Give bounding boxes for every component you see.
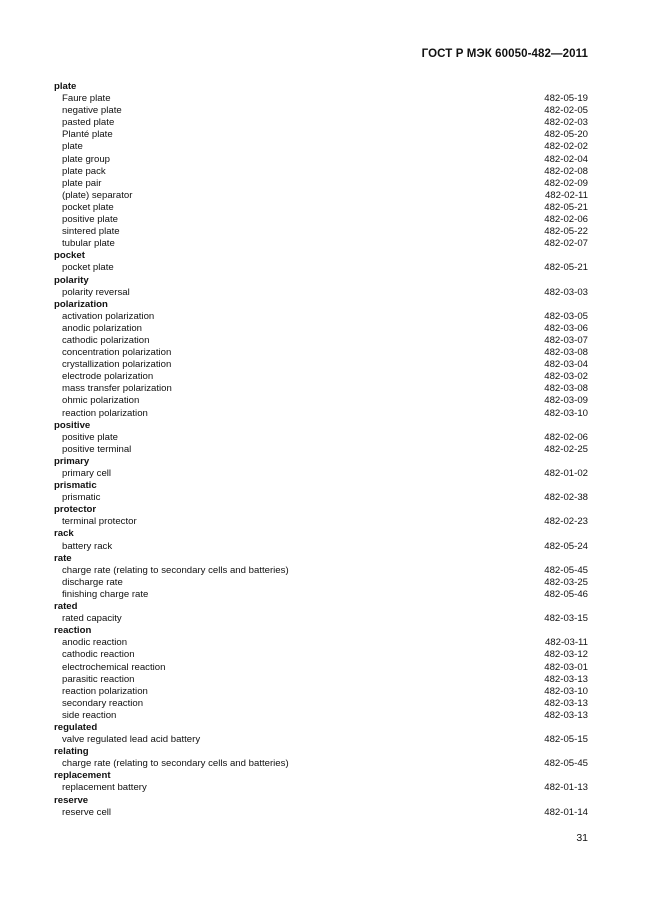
entry-term: discharge rate [62, 576, 123, 588]
entry-code: 482-03-01 [544, 661, 588, 673]
index-entry [54, 541, 588, 553]
entry-code: 482-02-23 [544, 516, 588, 528]
index-group-heading: prismatic [54, 480, 97, 492]
entry-code: 482-03-09 [544, 395, 588, 407]
index-entry [54, 93, 588, 105]
entry-term: polarity reversal [62, 286, 130, 298]
entry-term: (plate) separator [62, 189, 133, 201]
entry-term: reserve cell [62, 806, 112, 818]
index-entry [54, 444, 588, 456]
index-group-heading: pocket [54, 250, 85, 262]
entry-term: electrode polarization [62, 371, 154, 383]
entry-code: 482-02-07 [544, 238, 588, 250]
entry-term: anodic polarization [62, 322, 143, 334]
entry-term: rated capacity [62, 613, 122, 625]
entry-code: 482-03-07 [544, 334, 588, 346]
entry-code: 482-03-25 [544, 576, 588, 588]
entry-term: positive plate [62, 431, 118, 443]
entry-term: Planté plate [62, 129, 113, 141]
entry-term: valve regulated lead acid battery [62, 734, 201, 746]
entry-term: battery rack [62, 540, 113, 552]
page-number: 31 [576, 832, 588, 844]
entry-code: 482-03-08 [544, 347, 588, 359]
entry-code: 482-05-45 [544, 758, 588, 770]
index-entry [54, 674, 588, 686]
index-entry [54, 141, 588, 153]
index-entry [54, 287, 588, 299]
entry-term: Faure plate [62, 93, 111, 105]
entry-term: plate [62, 141, 83, 153]
index-entry [54, 710, 588, 722]
index-entry [54, 734, 588, 746]
terms-index [54, 81, 588, 819]
index-entry [54, 637, 588, 649]
index-entry [54, 323, 588, 335]
index-group-heading: rated [54, 601, 78, 613]
index-group-heading: reaction [54, 625, 92, 637]
entry-code: 482-03-06 [544, 322, 588, 334]
index-group-heading: reserve [54, 794, 89, 806]
entry-term: electrochemical reaction [62, 661, 166, 673]
index-entry [54, 214, 588, 226]
index-entry [54, 516, 588, 528]
entry-term: terminal protector [62, 516, 137, 528]
index-entry [54, 226, 588, 238]
index-entry [54, 178, 588, 190]
index-entry [54, 105, 588, 117]
entry-term: plate pack [62, 165, 106, 177]
index-group-heading: regulated [54, 721, 98, 733]
index-entry [54, 335, 588, 347]
entry-term: pasted plate [62, 117, 115, 129]
entry-term: secondary reaction [62, 697, 144, 709]
entry-term: mass transfer polarization [62, 383, 172, 395]
index-group-heading: positive [54, 419, 91, 431]
index-group-heading: rate [54, 552, 72, 564]
entry-term: pocket plate [62, 201, 114, 213]
index-entry [54, 432, 588, 444]
entry-code: 482-03-08 [544, 383, 588, 395]
index-group-heading: relating [54, 746, 89, 758]
entry-term: positive plate [62, 214, 118, 226]
index-group-heading: protector [54, 504, 97, 516]
index-entry [54, 166, 588, 178]
index-entry [54, 154, 588, 166]
entry-code: 482-03-12 [544, 649, 588, 661]
index-entry [54, 238, 588, 250]
entry-code: 482-02-08 [544, 165, 588, 177]
entry-code: 482-02-11 [544, 189, 588, 201]
index-entry [54, 311, 588, 323]
index-entry [54, 468, 588, 480]
entry-term: prismatic [62, 492, 101, 504]
entry-code: 482-03-15 [544, 613, 588, 625]
entry-term: anodic reaction [62, 637, 128, 649]
entry-code: 482-05-22 [544, 226, 588, 238]
entry-term: pocket plate [62, 262, 114, 274]
entry-code: 482-05-21 [544, 262, 588, 274]
entry-term: positive terminal [62, 443, 132, 455]
entry-term: cathodic polarization [62, 334, 150, 346]
index-entry [54, 408, 588, 420]
entry-code: 482-03-10 [544, 407, 588, 419]
entry-term: reaction polarization [62, 407, 148, 419]
entry-code: 482-02-38 [544, 492, 588, 504]
entry-code: 482-03-13 [544, 697, 588, 709]
entry-code: 482-05-20 [544, 129, 588, 141]
entry-term: activation polarization [62, 310, 155, 322]
entry-term: crystallization polarization [62, 359, 172, 371]
entry-term: plate pair [62, 177, 102, 189]
entry-term: parasitic reaction [62, 673, 135, 685]
index-entry [54, 782, 588, 794]
index-entry [54, 807, 588, 819]
index-entry [54, 662, 588, 674]
index-group-heading: plate [54, 81, 77, 92]
index-entry [54, 492, 588, 504]
entry-code: 482-03-02 [544, 371, 588, 383]
index-entry [54, 371, 588, 383]
entry-code: 482-03-11 [544, 637, 588, 649]
index-entry [54, 758, 588, 770]
index-entry [54, 383, 588, 395]
entry-term: plate group [62, 153, 111, 165]
index-entry [54, 117, 588, 129]
entry-term: charge rate (relating to secondary cells and batteries) [62, 758, 289, 770]
index-group-heading: rack [54, 528, 74, 540]
entry-term: ohmic polarization [62, 395, 140, 407]
entry-term: reaction polarization [62, 685, 148, 697]
entry-code: 482-03-05 [544, 310, 588, 322]
index-entry [54, 359, 588, 371]
index-entry [54, 190, 588, 202]
entry-term: finishing charge rate [62, 588, 149, 600]
index-entry [54, 262, 588, 274]
entry-code: 482-05-19 [544, 93, 588, 105]
entry-code: 482-02-25 [544, 443, 588, 455]
entry-code: 482-01-02 [544, 468, 588, 479]
entry-code: 482-03-13 [544, 709, 588, 721]
document-header: ГОСТ Р МЭК 60050-482—2011 [421, 48, 588, 60]
entry-term: side reaction [62, 709, 117, 721]
index-entry [54, 589, 588, 601]
entry-code: 482-05-46 [544, 588, 588, 600]
index-entry [54, 577, 588, 589]
index-entry [54, 613, 588, 625]
entry-code: 482-02-06 [544, 431, 588, 443]
index-group-heading: primary [54, 455, 90, 467]
entry-code: 482-03-10 [544, 685, 588, 697]
entry-term: cathodic reaction [62, 649, 135, 661]
entry-code: 482-01-14 [544, 806, 588, 818]
index-entry [54, 202, 588, 214]
entry-term: replacement battery [62, 782, 147, 794]
index-entry [54, 129, 588, 141]
index-group-heading: replacement [54, 770, 111, 782]
entry-code: 482-02-09 [544, 177, 588, 189]
entry-code: 482-05-21 [544, 201, 588, 213]
entry-term: tubular plate [62, 238, 115, 250]
entry-code: 482-02-05 [544, 105, 588, 117]
entry-term: concentration polarization [62, 347, 172, 359]
index-entry [54, 347, 588, 359]
index-entry [54, 686, 588, 698]
index-entry [54, 698, 588, 710]
entry-code: 482-02-03 [544, 117, 588, 129]
entry-code: 482-03-03 [544, 286, 588, 298]
entry-term: negative plate [62, 105, 122, 117]
entry-code: 482-01-13 [544, 782, 588, 794]
entry-code: 482-03-04 [544, 359, 588, 371]
entry-term: sintered plate [62, 226, 120, 238]
entry-code: 482-02-02 [544, 141, 588, 153]
entry-term: charge rate (relating to secondary cells and batteries) [62, 564, 289, 576]
index-entry [54, 395, 588, 407]
entry-code: 482-03-13 [544, 673, 588, 685]
index-entry [54, 565, 588, 577]
entry-code: 482-05-24 [544, 540, 588, 552]
entry-code: 482-05-45 [544, 564, 588, 576]
entry-term: primary cell [62, 468, 112, 479]
entry-code: 482-05-15 [544, 734, 588, 746]
index-group-heading: polarity [54, 274, 89, 286]
entry-code: 482-02-06 [544, 214, 588, 226]
index-entry [54, 649, 588, 661]
entry-code: 482-02-04 [544, 153, 588, 165]
index-group-heading: polarization [54, 298, 108, 310]
